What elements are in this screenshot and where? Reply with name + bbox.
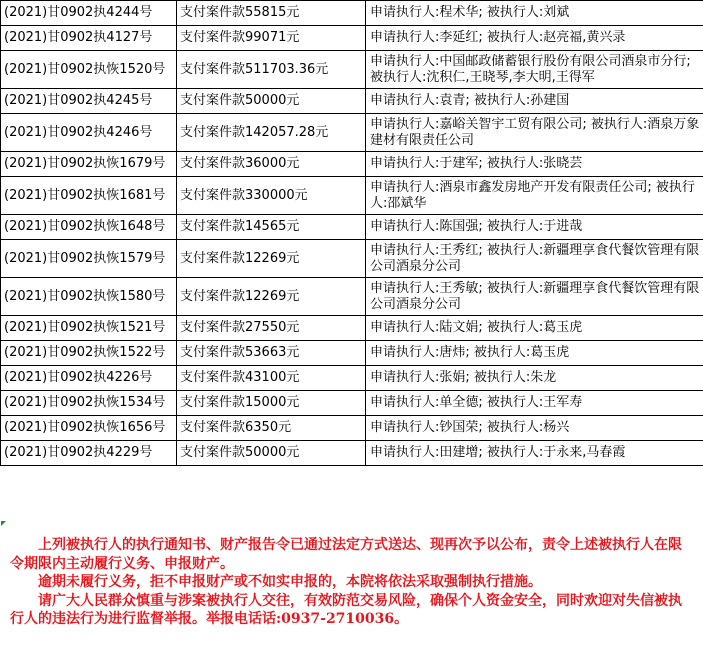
amount-cell[interactable]: 支付案件款6350元 — [177, 416, 366, 441]
table-row[interactable] — [1, 391, 703, 416]
amount-cell[interactable]: 支付案件款99071元 — [177, 26, 366, 51]
parties-cell[interactable]: 申请执行人:程术华; 被执行人:刘斌 — [366, 1, 703, 26]
case-number-cell[interactable]: (2021)甘0902执恢1679号 — [1, 152, 177, 177]
amount-cell[interactable]: 支付案件款36000元 — [177, 152, 366, 177]
amount-cell[interactable]: 支付案件款15000元 — [177, 391, 366, 416]
parties-cell[interactable]: 申请执行人:李延红; 被执行人:赵亮福,黄兴录 — [366, 26, 703, 51]
case-number-cell[interactable]: (2021)甘0902执恢1579号 — [1, 240, 177, 278]
amount-cell[interactable]: 支付案件款12269元 — [177, 278, 366, 316]
table-row[interactable] — [1, 215, 703, 240]
case-number-cell[interactable]: (2021)甘0902执恢1534号 — [1, 391, 177, 416]
parties-cell[interactable]: 申请执行人:中国邮政储蓄银行股份有限公司酒泉市分行; 被执行人:沈积仁,王晓琴,李大明,王得军 — [366, 51, 703, 89]
case-number-cell[interactable]: (2021)甘0902执4246号 — [1, 114, 177, 152]
amount-cell[interactable]: 支付案件款511703.36元 — [177, 51, 366, 89]
notice-paragraph-2: 逾期未履行义务，拒不申报财产或不如实申报的，本院将依法采取强制执行措施。 — [38, 574, 542, 590]
table-row[interactable] — [1, 26, 703, 51]
amount-cell[interactable]: 支付案件款330000元 — [177, 177, 366, 215]
table-row[interactable] — [1, 152, 703, 177]
amount-cell[interactable]: 支付案件款14565元 — [177, 215, 366, 240]
amount-cell[interactable]: 支付案件款50000元 — [177, 89, 366, 114]
parties-cell[interactable]: 申请执行人:酒泉市鑫发房地产开发有限责任公司; 被执行人:邵斌华 — [366, 177, 703, 215]
parties-cell[interactable]: 申请执行人:陈国强; 被执行人:于进哉 — [366, 215, 703, 240]
cell-comment-marker — [1, 521, 6, 526]
case-number-cell[interactable]: (2021)甘0902执恢1522号 — [1, 341, 177, 366]
case-number-cell[interactable]: (2021)甘0902执恢1521号 — [1, 316, 177, 341]
table-row[interactable] — [1, 278, 703, 316]
case-table-body — [1, 1, 703, 466]
case-number-cell[interactable]: (2021)甘0902执4244号 — [1, 1, 177, 26]
table-row[interactable] — [1, 441, 703, 466]
case-number-cell[interactable]: (2021)甘0902执恢1656号 — [1, 416, 177, 441]
parties-cell[interactable]: 申请执行人:陆文娟; 被执行人:葛玉虎 — [366, 316, 703, 341]
amount-cell[interactable]: 支付案件款55815元 — [177, 1, 366, 26]
parties-cell[interactable]: 申请执行人:钞国荣; 被执行人:杨兴 — [366, 416, 703, 441]
case-number-cell[interactable]: (2021)甘0902执4127号 — [1, 26, 177, 51]
table-row[interactable] — [1, 1, 703, 26]
table-row[interactable] — [1, 177, 703, 215]
amount-cell[interactable]: 支付案件款43100元 — [177, 366, 366, 391]
parties-cell[interactable]: 申请执行人:唐炜; 被执行人:葛玉虎 — [366, 341, 703, 366]
notice-block — [0, 528, 703, 656]
table-row[interactable] — [1, 114, 703, 152]
case-number-cell[interactable]: (2021)甘0902执恢1681号 — [1, 177, 177, 215]
parties-cell[interactable]: 申请执行人:于建军; 被执行人:张晓芸 — [366, 152, 703, 177]
case-number-cell[interactable]: (2021)甘0902执4229号 — [1, 441, 177, 466]
parties-cell[interactable]: 申请执行人:王秀敏; 被执行人:新疆理享食代餐饮管理有限公司酒泉分公司 — [366, 278, 703, 316]
table-row[interactable] — [1, 341, 703, 366]
amount-cell[interactable]: 支付案件款27550元 — [177, 316, 366, 341]
table-row[interactable] — [1, 240, 703, 278]
table-row[interactable] — [1, 89, 703, 114]
amount-cell[interactable]: 支付案件款50000元 — [177, 441, 366, 466]
table-row[interactable] — [1, 416, 703, 441]
case-number-cell[interactable]: (2021)甘0902执恢1648号 — [1, 215, 177, 240]
table-row[interactable] — [1, 366, 703, 391]
table-row[interactable] — [1, 51, 703, 89]
parties-cell[interactable]: 申请执行人:袁青; 被执行人:孙建国 — [366, 89, 703, 114]
case-number-cell[interactable]: (2021)甘0902执恢1580号 — [1, 278, 177, 316]
case-number-cell[interactable]: (2021)甘0902执4226号 — [1, 366, 177, 391]
notice-paragraph-1: 上列被执行人的执行通知书、财产报告令已通过法定方式送达、现再次予以公布，责令上述被执行人在限令期限内主动履行义务、申报财产。 — [10, 537, 682, 572]
amount-cell[interactable]: 支付案件款53663元 — [177, 341, 366, 366]
parties-cell[interactable]: 申请执行人:单全德; 被执行人:王军寿 — [366, 391, 703, 416]
parties-cell[interactable]: 申请执行人:王秀红; 被执行人:新疆理享食代餐饮管理有限公司酒泉分公司 — [366, 240, 703, 278]
notice-paragraph-3: 请广大人民群众慎重与涉案被执行人交往，有效防范交易风险，确保个人资金安全，同时欢迎对失信被执行人的违法行为进行监督举报。举报电话话:0937-2710036。 — [10, 592, 682, 627]
case-number-cell[interactable]: (2021)甘0902执4245号 — [1, 89, 177, 114]
parties-cell[interactable]: 申请执行人:张娟; 被执行人:朱龙 — [366, 366, 703, 391]
table-row[interactable] — [1, 316, 703, 341]
case-number-cell[interactable]: (2021)甘0902执恢1520号 — [1, 51, 177, 89]
parties-cell[interactable]: 申请执行人:嘉峪关智宇工贸有限公司; 被执行人:酒泉万象建材有限责任公司 — [366, 114, 703, 152]
amount-cell[interactable]: 支付案件款12269元 — [177, 240, 366, 278]
amount-cell[interactable]: 支付案件款142057.28元 — [177, 114, 366, 152]
parties-cell[interactable]: 申请执行人:田建增; 被执行人:于永来,马春霞 — [366, 441, 703, 466]
